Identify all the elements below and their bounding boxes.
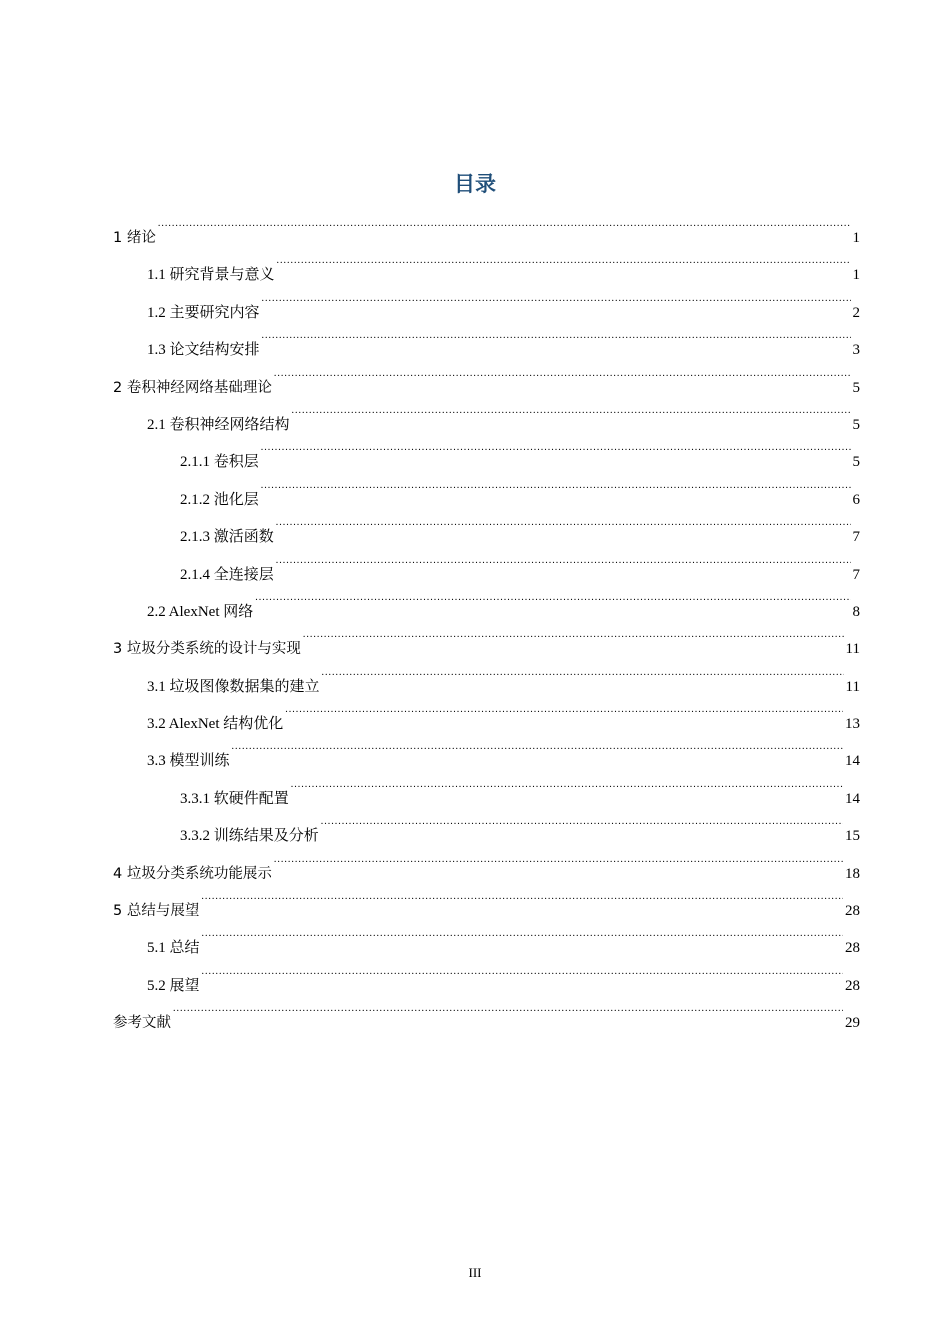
toc-entry-text: 1.1 研究背景与意义 xyxy=(147,267,275,284)
toc-entry[interactable] xyxy=(113,364,860,401)
toc-entry-page: 18 xyxy=(845,865,860,882)
toc-dot-leader xyxy=(201,887,843,915)
toc-title: 目录 xyxy=(454,172,496,196)
toc-entry-text: 4 垃圾分类系统功能展示 xyxy=(113,865,272,882)
toc-dot-leader xyxy=(202,924,843,952)
toc-entry-text: 2.1.4 全连接层 xyxy=(180,566,274,583)
toc-entry-page: 5 xyxy=(852,454,860,471)
toc-entry-page: 11 xyxy=(845,678,860,695)
toc-dot-leader xyxy=(303,625,844,653)
toc-entry-text: 5.2 展望 xyxy=(147,977,200,994)
toc-dot-leader xyxy=(202,962,843,990)
toc-dot-leader xyxy=(173,999,843,1027)
toc-entry-page: 1 xyxy=(852,267,860,284)
toc-entry-text: 2.2 AlexNet 网络 xyxy=(147,603,254,620)
toc-entry-text: 3 垃圾分类系统的设计与实现 xyxy=(113,641,301,658)
toc-entry-page: 11 xyxy=(845,641,860,658)
toc-entry-text: 3.2 AlexNet 结构优化 xyxy=(147,716,284,733)
toc-entry-page: 29 xyxy=(845,1015,860,1032)
toc-dot-leader xyxy=(321,812,843,840)
toc-entry-page: 14 xyxy=(845,790,860,807)
toc-dot-leader xyxy=(261,476,851,504)
toc-entry-page: 28 xyxy=(845,940,860,957)
toc-entry-page: 7 xyxy=(852,566,860,583)
toc-entry-page: 8 xyxy=(852,603,860,620)
toc-entry-text: 2.1.3 激活函数 xyxy=(180,529,274,546)
toc-entry-page: 6 xyxy=(852,491,860,508)
toc-entry-page: 28 xyxy=(845,977,860,994)
toc-entry-text: 3.3 模型训练 xyxy=(147,753,230,770)
toc-entry-page: 7 xyxy=(852,529,860,546)
toc-entry-page: 1 xyxy=(852,230,860,246)
toc-entry[interactable] xyxy=(113,251,860,288)
toc-entry[interactable] xyxy=(113,625,860,662)
toc-dot-leader xyxy=(232,737,843,765)
toc-entry-text: 5 总结与展望 xyxy=(113,903,200,920)
toc-dot-leader xyxy=(158,214,851,242)
toc-entry-text: 1 绪论 xyxy=(113,230,156,246)
toc-dot-leader xyxy=(255,588,850,616)
toc-dot-leader xyxy=(262,326,851,354)
toc-dot-leader xyxy=(292,401,851,429)
toc-list xyxy=(113,214,860,1037)
toc-dot-leader xyxy=(274,850,843,878)
toc-entry-text: 3.3.1 软硬件配置 xyxy=(180,790,289,807)
toc-entry-page: 3 xyxy=(852,342,860,359)
toc-entry[interactable] xyxy=(113,812,860,849)
toc-entry[interactable] xyxy=(113,513,860,550)
toc-entry[interactable] xyxy=(113,438,860,475)
toc-entry-page: 5 xyxy=(852,379,860,396)
toc-dot-leader xyxy=(274,364,851,392)
toc-entry-page: 15 xyxy=(845,828,860,845)
toc-entry[interactable] xyxy=(113,700,860,737)
toc-entry-text: 5.1 总结 xyxy=(147,940,200,957)
toc-entry[interactable] xyxy=(113,924,860,961)
toc-dot-leader xyxy=(322,663,844,691)
toc-entry-text: 参考文献 xyxy=(113,1015,171,1032)
toc-dot-leader xyxy=(285,700,843,728)
toc-entry-page: 28 xyxy=(845,903,860,920)
toc-entry[interactable] xyxy=(113,289,860,326)
toc-entry[interactable] xyxy=(113,326,860,363)
toc-entry-text: 1.2 主要研究内容 xyxy=(147,304,260,321)
toc-dot-leader xyxy=(276,513,851,541)
toc-entry[interactable] xyxy=(113,887,860,924)
toc-entry[interactable] xyxy=(113,476,860,513)
toc-dot-leader xyxy=(291,775,843,803)
toc-entry[interactable] xyxy=(113,551,860,588)
page-number: III xyxy=(468,1265,482,1280)
toc-entry[interactable] xyxy=(113,850,860,887)
toc-entry-text: 1.3 论文结构安排 xyxy=(147,342,260,359)
toc-entry[interactable] xyxy=(113,588,860,625)
toc-entry-text: 2.1.1 卷积层 xyxy=(180,454,259,471)
toc-entry-page: 2 xyxy=(852,304,860,321)
toc-entry[interactable] xyxy=(113,663,860,700)
toc-entry[interactable] xyxy=(113,775,860,812)
toc-dot-leader xyxy=(277,251,851,279)
toc-entry-text: 2 卷积神经网络基础理论 xyxy=(113,379,272,396)
toc-dot-leader xyxy=(262,289,851,317)
toc-entry-page: 5 xyxy=(852,416,860,433)
toc-entry-text: 2.1.2 池化层 xyxy=(180,491,259,508)
toc-entry-page: 13 xyxy=(845,716,860,733)
toc-entry[interactable] xyxy=(113,401,860,438)
toc-entry[interactable] xyxy=(113,737,860,774)
toc-entry-page: 14 xyxy=(845,753,860,770)
toc-entry-text: 3.1 垃圾图像数据集的建立 xyxy=(147,678,320,695)
toc-entry-text: 3.3.2 训练结果及分析 xyxy=(180,828,319,845)
toc-entry[interactable] xyxy=(113,999,860,1036)
toc-entry-text: 2.1 卷积神经网络结构 xyxy=(147,416,290,433)
toc-dot-leader xyxy=(261,438,851,466)
toc-entry[interactable] xyxy=(113,962,860,999)
toc-dot-leader xyxy=(276,551,851,579)
toc-entry[interactable] xyxy=(113,214,860,251)
